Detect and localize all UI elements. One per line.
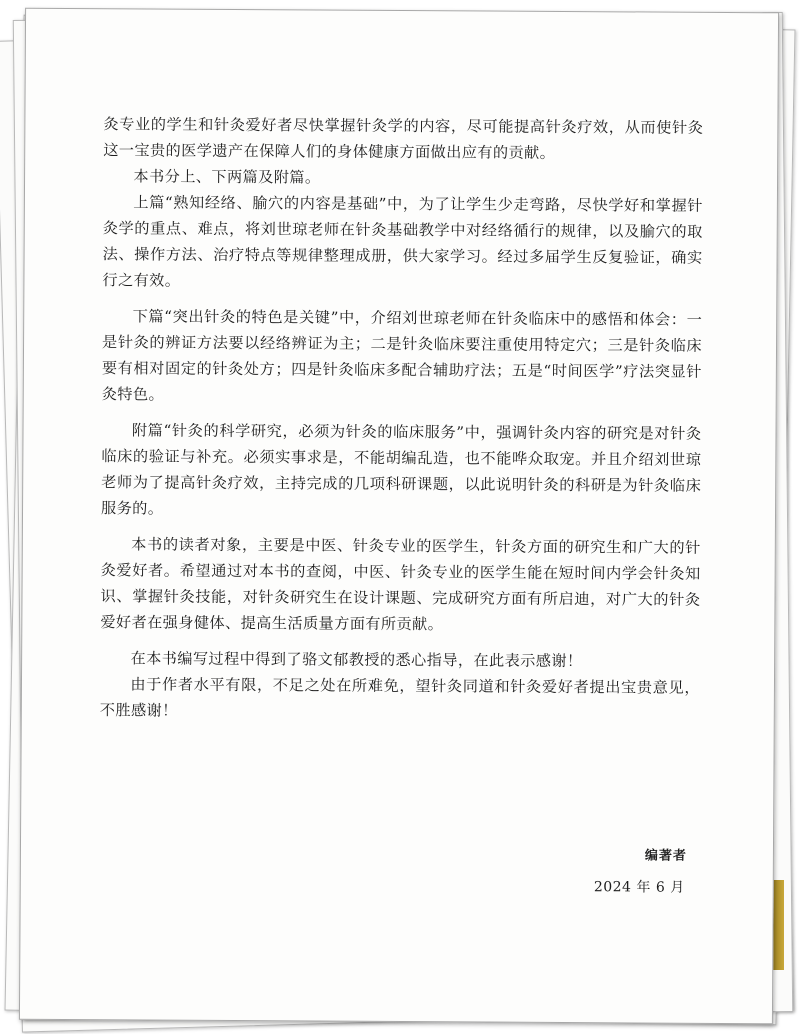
paragraph-3: 上篇“熟知经络、腧穴的内容是基础”中，为了让学生少走弯路，尽快学好和掌握针灸学的重点、难点，将刘世琼老师在针灸基础教学中对经络循行的规律，以及腧穴的取法、操作方法、治疗特点等规律整理成册，供大家学习。经过多届学生反复验证，确实行之有效。 — [102, 193, 703, 290]
paragraph-4: 下篇“突出针灸的特色是关键”中，介绍刘世琼老师在针灸临床中的感悟和体会：一是针灸的辨证方法要以经络辨证为主；二是针灸临床要注重使用特定穴；三是针灸临床要有相对固定的针灸处方；四是针灸临床多配合辅助疗法；五是“时间医学”疗法突显针灸特色。 — [101, 307, 703, 404]
paragraph-2: 本书分上、下两篇及附篇。 — [133, 167, 321, 187]
preface-body — [100, 111, 704, 727]
paragraph-8: 由于作者水平有限，不足之处在所难免，望针灸同道和针灸爱好者提出宝贵意见，不胜感谢！ — [99, 675, 701, 720]
paragraph-5: 附篇“针灸的科学研究，必须为针灸的临床服务”中，强调针灸内容的研究是对针灸临床的验证与补充。必须实事求是，不能胡编乱造，也不能哗众取宠。并且介绍刘世琼老师为了提高针灸疗效，主持完成的几项科研课题，以此说明针灸的科研是为针灸临床服务的。 — [100, 421, 702, 518]
preface-date: 2024 年 6 月 — [593, 879, 685, 896]
book-edge-gold — [772, 880, 784, 970]
document-page — [19, 8, 779, 1025]
paragraph-1: 灸专业的学生和针灸爱好者尽快掌握针灸学的内容，尽可能提高针灸疗效，从而使针灸这一宝贵的医学遗产在保障人们的身体健康方面做出应有的贡献。 — [103, 115, 704, 162]
author-signature: 编著者 — [644, 848, 687, 864]
paragraph-7: 在本书编写过程中得到了骆文郁教授的悉心指导，在此表示感谢！ — [130, 649, 583, 671]
paragraph-6: 本书的读者对象，主要是中医、针灸专业的医学生，针灸方面的研究生和广大的针灸爱好者。希望通过对本书的查阅，中医、针灸专业的医学生能在短时间内学会针灸知识、掌握针灸技能，对针灸研究生在设计课题、完成研究方面有所启迪，对广大的针灸爱好者在强身健体、提高生活质量方面有所贡献。 — [100, 535, 701, 634]
